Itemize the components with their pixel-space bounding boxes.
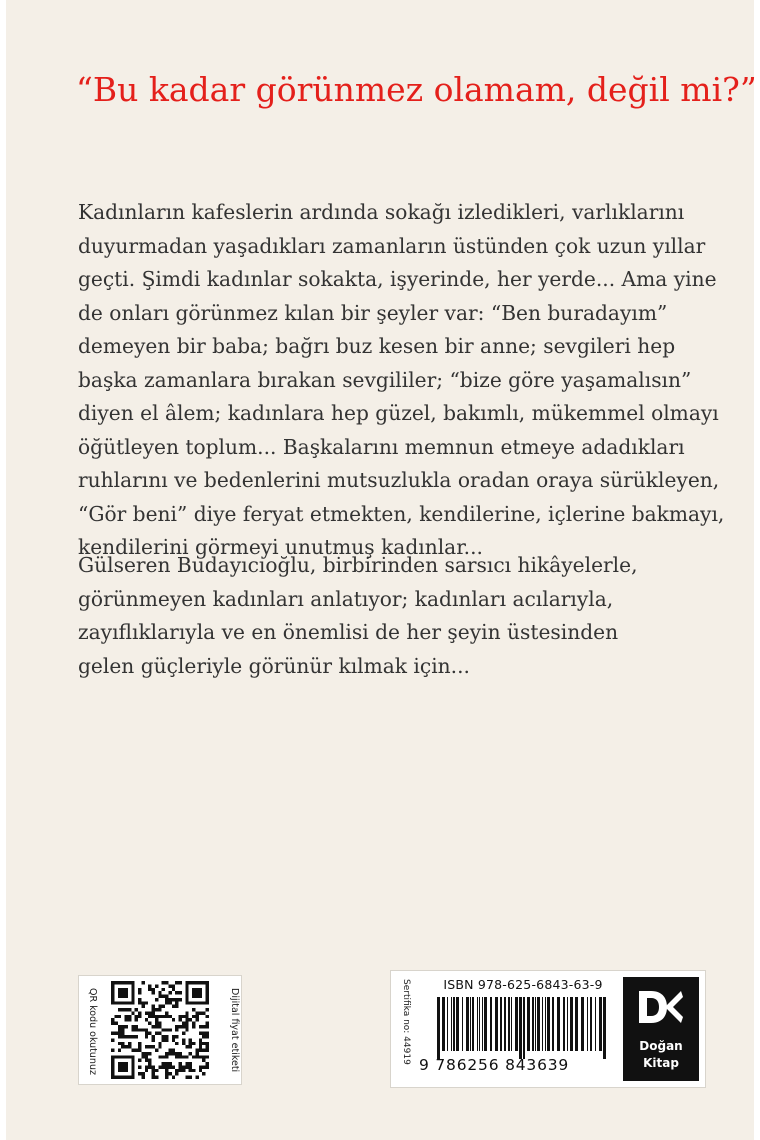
digital-price-label: Dijital fiyat etiketi	[229, 988, 240, 1073]
publisher-name-line2: Kitap	[643, 1056, 679, 1070]
isbn-text: ISBN 978-625-6843-63-9	[443, 977, 603, 992]
qr-scan-label: QR kodu okutunuz	[87, 988, 98, 1075]
text-line: “Gör beni” diye feryat etmekten, kendilerine, içlerine bakmayı,	[78, 501, 725, 526]
text-line: duyurmadan yaşadıkları zamanların üstünden çok uzun yıllar	[78, 233, 706, 258]
qr-code-icon[interactable]	[111, 981, 209, 1079]
publisher-name-line1: Doğan	[639, 1039, 683, 1053]
text-line: ruhlarını ve bedenlerini mutsuzlukla oradan oraya sürükleyen,	[78, 468, 720, 492]
text-line: Kadınların kafeslerin ardında sokağı izledikleri, varlıklarını	[78, 200, 685, 224]
text-line: görünmeyen kadınları anlatıyor; kadınları acılarıyla,	[78, 586, 614, 611]
text-line: gelen güçleriyle görünür kılmak için...	[78, 653, 470, 678]
text-line: başka zamanlara bırakan sevgililer; “bize göre yaşamalısın”	[78, 367, 692, 392]
barcode-digits: 9 786256 843639	[419, 1056, 570, 1074]
barcode-icon	[431, 997, 611, 1059]
description-paragraph-1	[78, 196, 725, 565]
back-cover	[6, 0, 757, 1140]
text-line: diyen el âlem; kadınlara hep güzel, bakımlı, mükemmel olmayı	[78, 401, 719, 425]
dk-logo-icon	[637, 989, 685, 1025]
description-paragraph-2	[78, 549, 718, 683]
certificate-number: Sertifika no: 44919	[401, 979, 411, 1065]
text-line: kendilerini görmeyi unutmuş kadınlar...	[78, 535, 483, 559]
text-line: de onları görünmez kılan bir şeyler var: “Ben buradayım”	[78, 300, 668, 325]
qr-price-label	[78, 975, 242, 1085]
text-line: demeyen bir baba; bağrı buz kesen bir anne; sevgileri hep	[78, 334, 676, 358]
text-line: Gülseren Budayıcıoğlu, birbirinden sarsıcı hikâyelerle,	[78, 553, 638, 577]
isbn-block	[390, 970, 706, 1088]
text-line: öğütleyen toplum... Başkalarını memnun etmeye adadıkları	[78, 434, 685, 459]
publisher-logo	[623, 977, 699, 1081]
text-line: zayıflıklarıyla ve en önemlisi de her şeyin üstesinden	[78, 620, 619, 644]
text-line: geçti. Şimdi kadınlar sokakta, işyerinde, her yerde... Ama yine	[78, 267, 717, 291]
headline-quote: “Bu kadar görünmez olamam, değil mi?”	[76, 70, 757, 109]
